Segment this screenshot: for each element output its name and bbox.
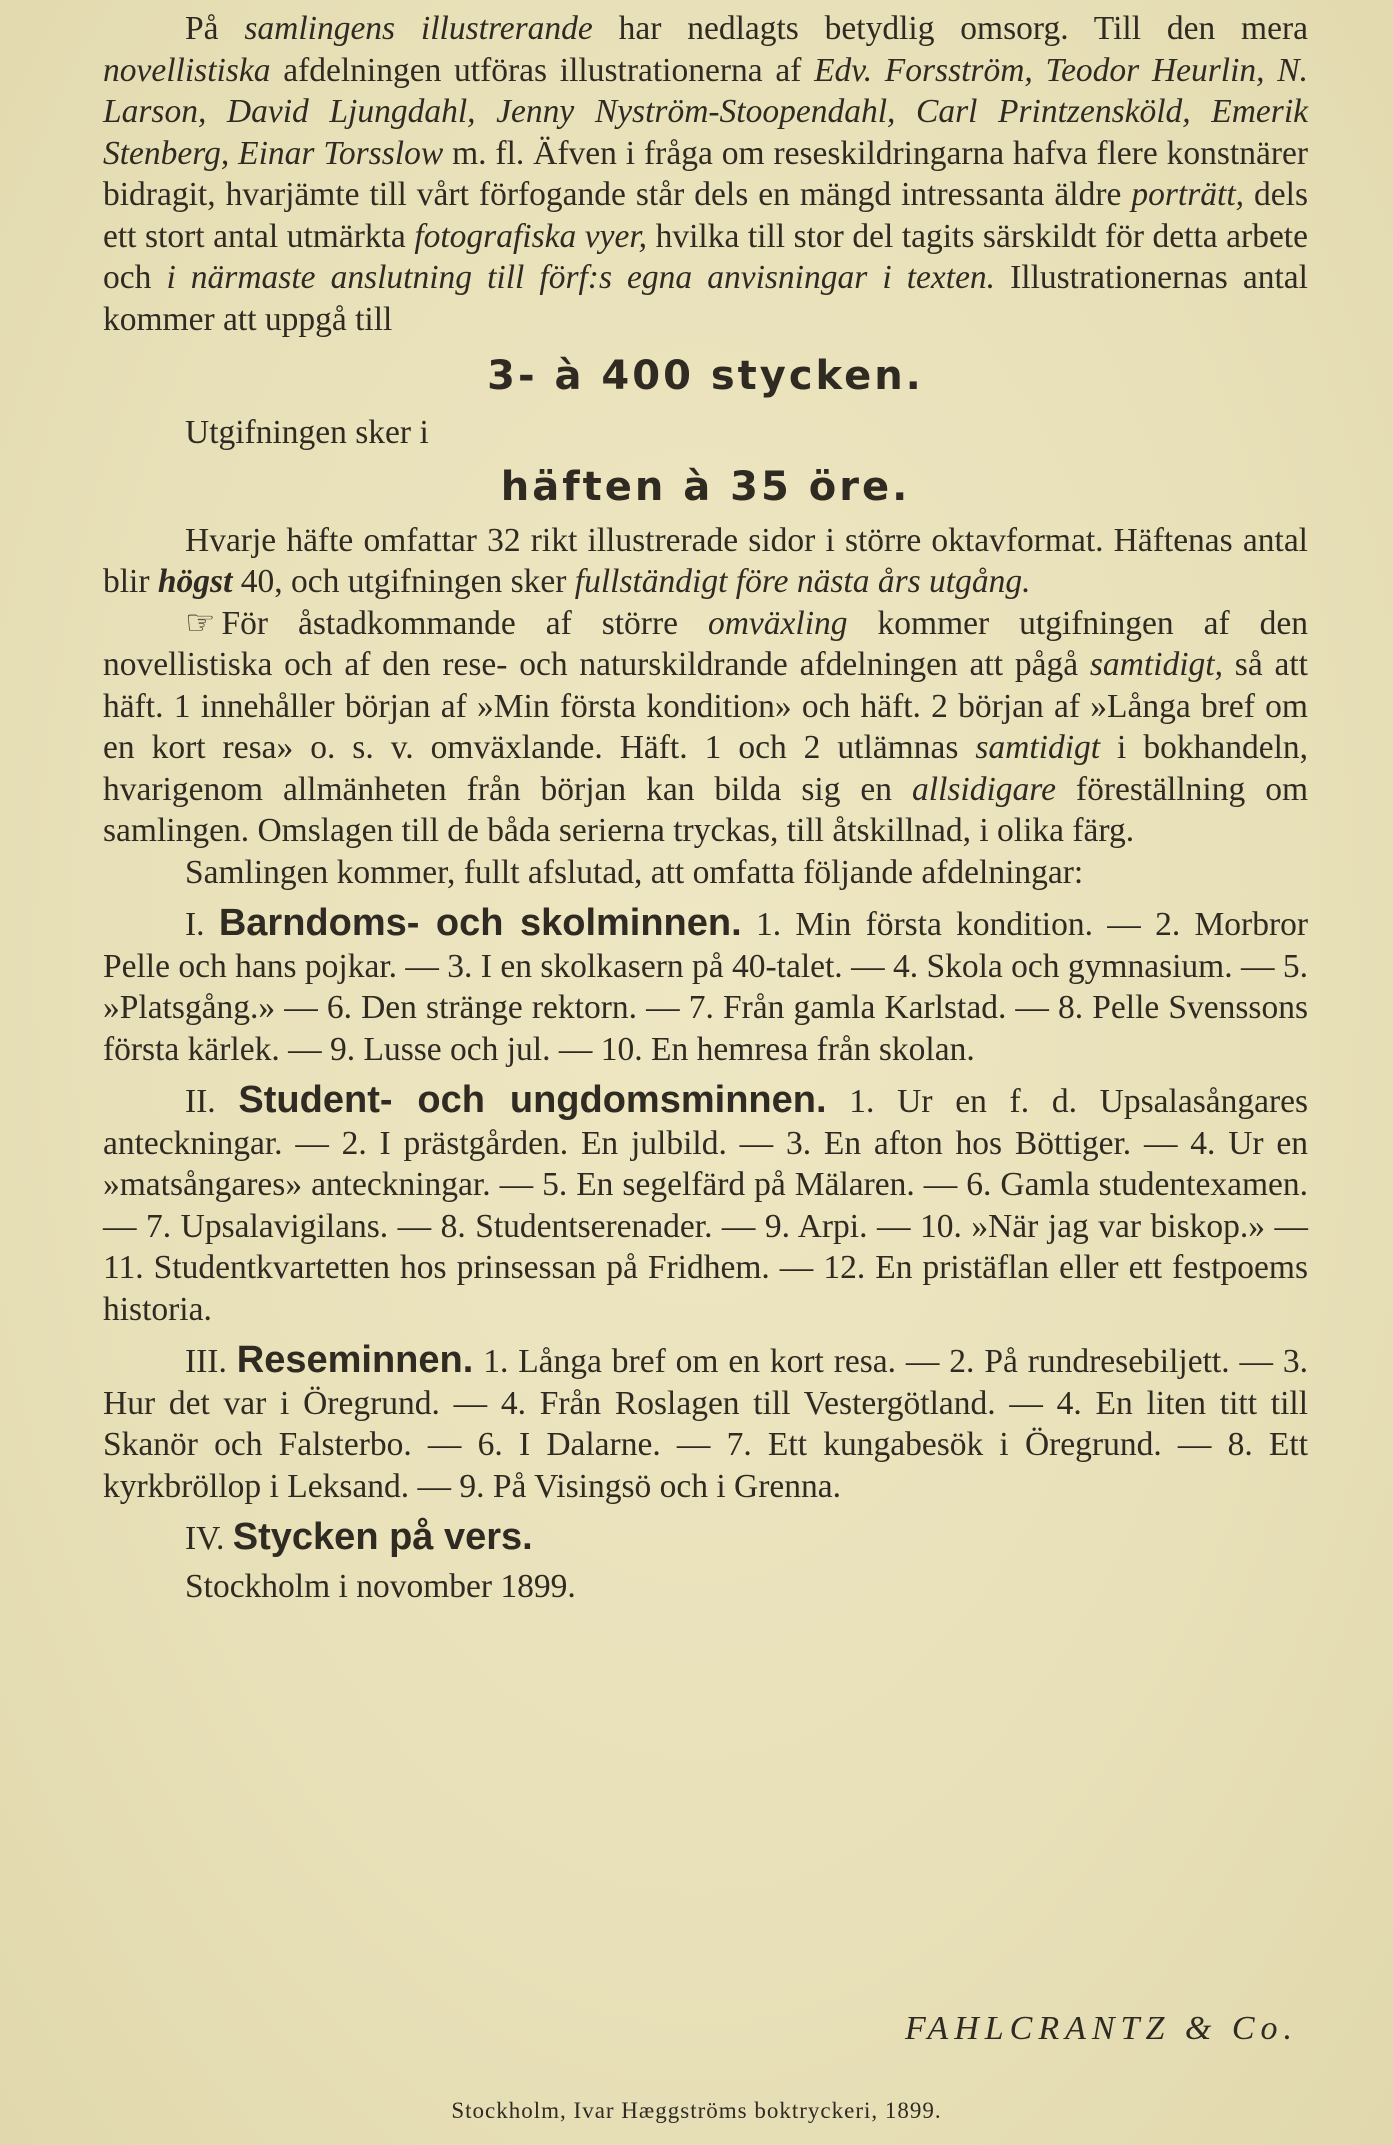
section-title: Reseminnen. <box>236 1339 474 1381</box>
italic-run: omväxling <box>707 604 848 642</box>
text-run: kommer utgifningen af den novellistiska och af den rese- och naturskildrande afdelningen att pågå <box>103 604 1308 683</box>
italic-run: novellistiska <box>103 51 271 89</box>
italic-run: samtidigt, <box>1089 646 1223 683</box>
section-number: IV. <box>185 1520 225 1557</box>
text-run: På <box>185 10 245 47</box>
text-run: föreställning om samlingen. Omslagen till de båda serierna tryckas, till åtskillnad, i olika färg. <box>103 770 1309 849</box>
italic-run: fullständigt före nästa års utgång. <box>574 563 1031 600</box>
printer-imprint: Stockholm, Ivar Hæggströms boktryckeri, 1899. <box>451 2098 942 2123</box>
text-run: m. fl. Äfven i fråga om reseskildringarna hafva flere konstnärer bidragit, hvarjämte till vårt förfogande står dels en mängd intressanta äldre <box>103 134 1309 213</box>
section-contents: 1. Långa bref om en kort resa. — 2. På rundresebiljett. — 3. Hur det var i Öregrund. — 4. Från Roslagen till Vestergötland. — 4. En liten titt till Skanör och Falsterbo. — 6. I Dalarne. — 7. Ett kungabesök i Öregrund. — 8. Ett kyrkbröllop i Leksand. — 9. På Visingsö och i Grenna. <box>103 1343 1309 1505</box>
section-title: Student- och ungdomsminnen. <box>238 1079 827 1121</box>
section-number: I. <box>185 906 205 943</box>
text-run: i bokhandeln, hvarigenom allmänheten från början kan bilda sig en <box>103 729 1309 808</box>
sections-intro: Samlingen kommer, fullt afslutad, att omfatta följande afdelningar: <box>185 853 1084 891</box>
text-run: 40, och utgifningen sker <box>232 563 575 600</box>
section-4 <box>103 1517 1308 1560</box>
italic-run: högst <box>157 563 233 600</box>
section-number: II. <box>185 1083 216 1120</box>
note-paragraph <box>103 603 1308 852</box>
section-number: III. <box>185 1343 227 1380</box>
text-run: så att häft. 1 innehåller början af »Min första kondition» och häft. 2 början af »Långa bref om en kort resa» o. s. v. omväxlande. Häft. 1 och 2 utlämnas <box>103 646 1308 766</box>
text-run: För åstadkommande af större <box>221 604 708 642</box>
intro-paragraph <box>103 8 1308 340</box>
italic-run: porträtt, <box>1131 176 1245 213</box>
section-contents: 1. Min första kondition. — 2. Morbror Pelle och hans pojkar. — 3. I en skolkasern på 40-talet. — 4. Skola och gymnasium. — 5. »Platsgång.» — 6. Den stränge rektorn. — 7. Från gamla Karlstad. — 8. Pelle Svenssons första kärlek. — 9. Lusse och jul. — 10. En hemresa från skolan. <box>103 906 1309 1068</box>
issue-intro: Utgifningen sker i <box>185 414 429 451</box>
italic-run: i närmaste anslutning till förf:s egna anvisningar i texten. <box>166 259 996 296</box>
place-date: Stockholm i novomber 1899. <box>185 1567 576 1605</box>
section-title: Barndoms- och skolminnen. <box>218 902 742 944</box>
section-2 <box>103 1080 1308 1330</box>
italic-run: fotografiska vyer, <box>414 217 648 255</box>
format-paragraph <box>103 520 1308 603</box>
section-contents: 1. Ur en f. d. Upsalasångares anteckningar. — 2. I prästgården. En julbild. — 3. En afton hos Böttiger. — 4. Ur en »matsångares» anteckningar. — 5. En segelfärd på Mälaren. — 6. Gamla studentexamen. — 7. Upsalavigilans. — 8. Studentserenader. — 9. Arpi. — 10. »När jag var biskop.» — 11. Studentkvartetten hos prinsessan på Fridhem. — 12. En pristäflan eller ett festpoems historia. <box>103 1083 1309 1328</box>
italic-run: allsidigare <box>912 770 1056 808</box>
text-run: afdelningen utföras illustrationerna af <box>270 51 815 89</box>
illustrators-names: Edv. Forsström, Teodor Heurlin, N. Larson, David Ljungdahl, Jenny Nyström-Stoopendahl, Carl Printzensköld, Emerik Stenberg, Einar Torsslow <box>103 51 1308 172</box>
text-run: Hvarje häfte omfattar 32 rikt illustrerade sidor i större oktavformat. Häftenas antal blir <box>103 521 1308 600</box>
italic-run: samtidigt <box>975 729 1101 766</box>
text-run: har nedlagts betydlig omsorg. Till den mera <box>592 10 1308 47</box>
text-column <box>103 8 1308 1607</box>
pointing-hand-icon: ☞ <box>185 604 216 642</box>
section-3 <box>103 1340 1308 1507</box>
italic-run: samlingens illustrerande <box>244 10 593 47</box>
section-title: Stycken på vers. <box>232 1516 533 1558</box>
section-1 <box>103 903 1308 1070</box>
issue-price-headline: häften à 35 öre. <box>500 463 911 510</box>
text-run: hvilka till stor del tagits särskildt för detta arbete och <box>103 217 1308 296</box>
illustration-count-headline: 3- à 400 stycken. <box>487 353 924 399</box>
text-run: Illustrationernas antal kommer att uppgå till <box>103 259 1308 338</box>
publisher-signature: FAHLCRANTZ & Co. <box>905 2010 1298 2047</box>
text-run: dels ett stort antal utmärkta <box>103 176 1309 255</box>
